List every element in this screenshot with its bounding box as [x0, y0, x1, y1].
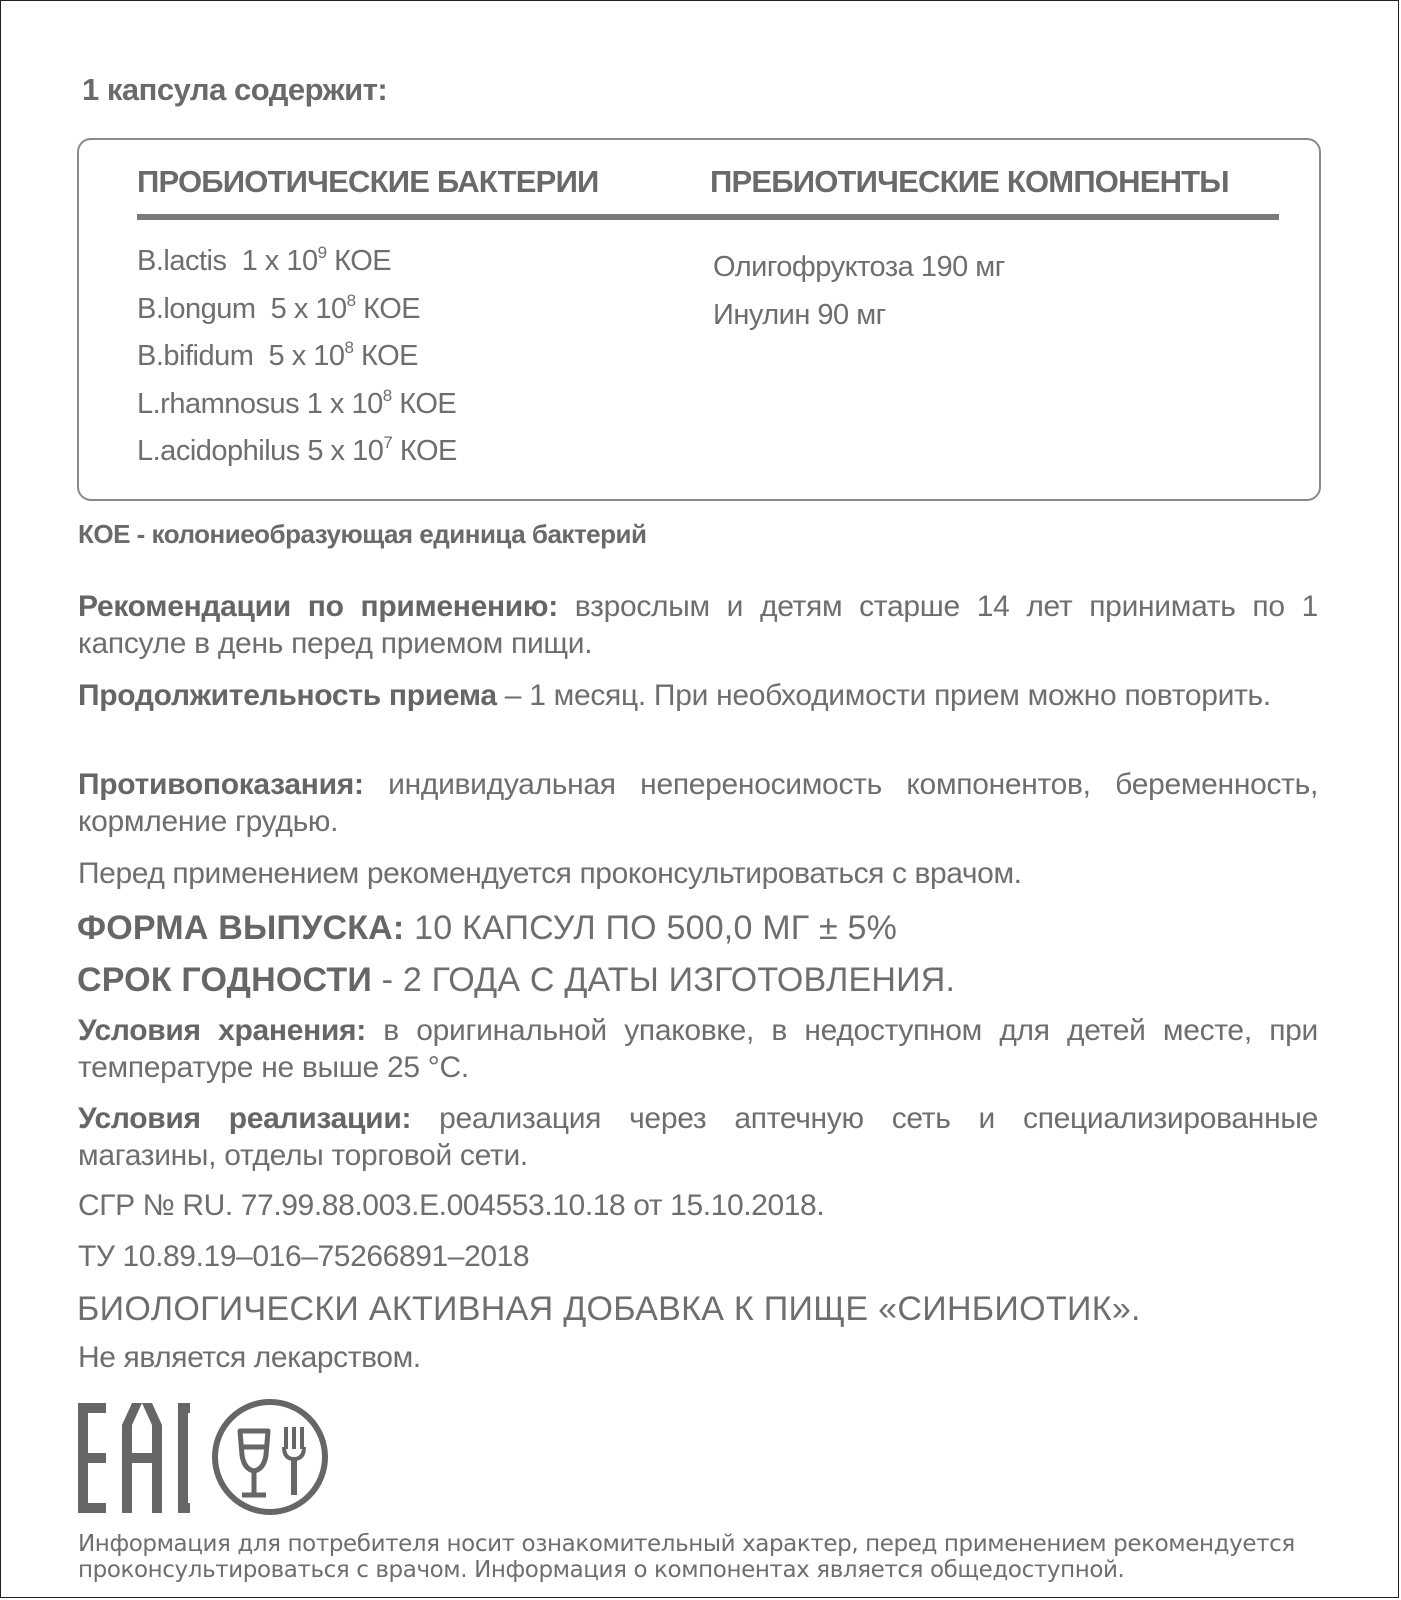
contraindications-label: Противопоказания:	[78, 768, 364, 801]
tu-number: ТУ 10.89.19–016–75266891–2018	[78, 1240, 530, 1273]
prebiotic-header: ПРЕБИОТИЧЕСКИЕ КОМПОНЕНТЫ	[710, 164, 1229, 199]
release-form	[77, 909, 897, 948]
not-medicine-note: Не является лекарством.	[78, 1341, 421, 1374]
capsule-title: 1 капсула содержит:	[82, 72, 388, 107]
contraindications-paragraph	[78, 766, 1318, 840]
sale-paragraph	[78, 1100, 1318, 1174]
probiotic-item: B.bifidum 5 x $10^8$ КОЕ	[137, 338, 419, 372]
sale-text: реализация через аптечную сеть и специализированные магазины, отделы торговой сети.	[78, 1102, 1318, 1172]
contraindications-text: индивидуальная непереносимость компонентов, беременность, кормление грудью.	[78, 768, 1318, 838]
probiotic-item: B.longum 5 x $10^8$ КОЕ	[137, 290, 421, 325]
shelf-life-text: - 2 ГОДА С ДАТЫ ИЗГОТОВЛЕНИЯ.	[372, 961, 956, 999]
koe-note: КОЕ - колониеобразующая единица бактерий	[78, 519, 647, 549]
release-form-text: 10 КАПСУЛ ПО 500,0 МГ ± 5%	[404, 909, 898, 947]
food-contact-icon	[210, 1397, 330, 1522]
probiotic-item: B.lactis 1 x $10^9$ КОЕ	[137, 243, 392, 277]
storage-label: Условия хранения:	[78, 1014, 366, 1047]
duration-text: – 1 месяц. При необходимости прием можно повторить.	[496, 679, 1271, 712]
probiotics-list	[137, 238, 457, 476]
probiotic-header: ПРОБИОТИЧЕСКИЕ БАКТЕРИИ	[137, 164, 599, 199]
prebiotics-list	[713, 244, 1005, 339]
sale-label: Условия реализации:	[78, 1102, 412, 1135]
probiotic-item: L.acidophilus 5 x $10^7$ КОЕ	[137, 433, 457, 467]
storage-text: в оригинальной упаковке, в недоступном для детей месте, при температуре не выше 25 °С.	[78, 1014, 1318, 1084]
eac-mark-icon	[78, 1403, 190, 1520]
bad-title: БИОЛОГИЧЕСКИ АКТИВНАЯ ДОБАВКА К ПИЩЕ «СИНБИОТИК».	[77, 1290, 1141, 1328]
recommendations-paragraph	[78, 588, 1318, 662]
sgr-number: СГР № RU. 77.99.88.003.Е.004553.10.18 от 15.10.2018.	[78, 1189, 825, 1222]
shelf-life-label: СРОК ГОДНОСТИ	[77, 961, 372, 999]
composition-box	[77, 138, 1321, 501]
shelf-life	[77, 961, 955, 1000]
prebiotic-item: Инулин 90 мг	[713, 298, 886, 331]
header-divider	[137, 214, 1279, 220]
release-form-label: ФОРМА ВЫПУСКА:	[77, 909, 405, 947]
recommendations-label: Рекомендации по применению:	[78, 590, 558, 623]
duration-label: Продолжительность приема	[78, 679, 497, 712]
recommendations-text: взрослым и детям старше 14 лет принимать по 1 капсуле в день перед приемом пищи.	[78, 590, 1318, 660]
prebiotic-item: Олигофруктоза 190 мг	[713, 251, 1005, 283]
probiotic-item: L.rhamnosus 1 x $10^8$ КОЕ	[137, 385, 457, 420]
consult-note: Перед применением рекомендуется проконсультироваться с врачом.	[78, 857, 1022, 890]
duration-paragraph	[78, 677, 1318, 714]
disclaimer: Информация для потребителя носит ознакомительный характер, перед применением рекомендуется проконсультироваться с врачом. Информация о компонентах является общедоступной.	[78, 1531, 1295, 1583]
storage-paragraph	[78, 1012, 1318, 1086]
